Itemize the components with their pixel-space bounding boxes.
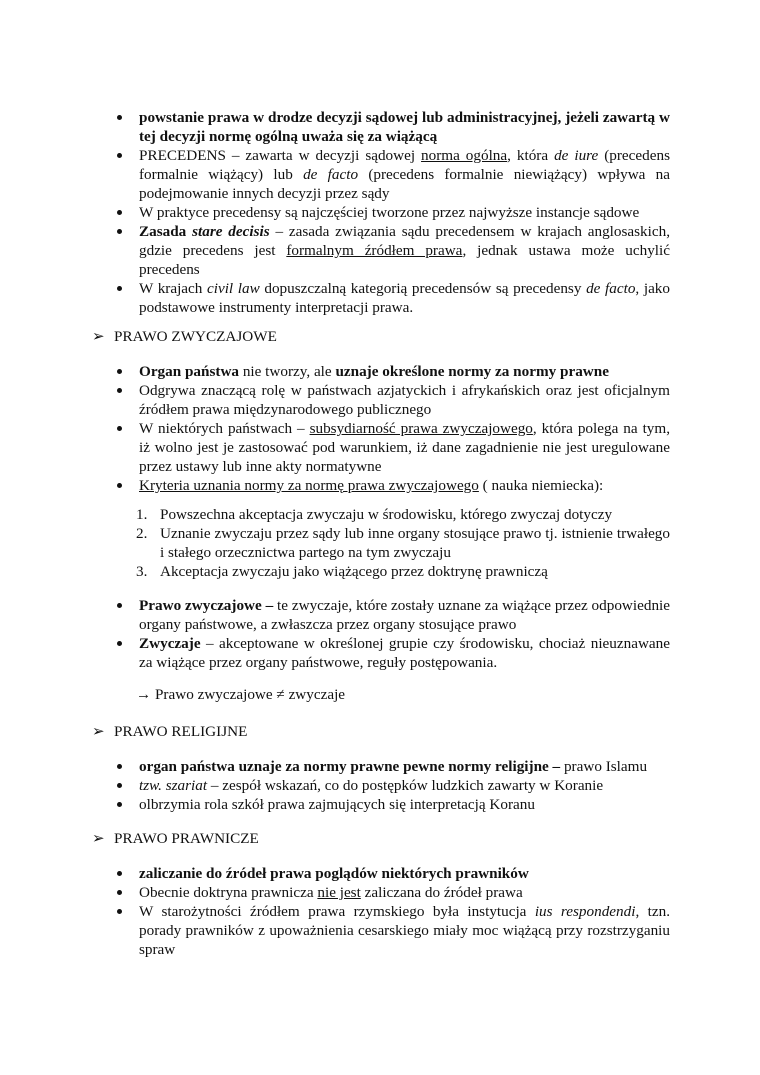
precedent-list <box>112 108 670 317</box>
list-item: Zasada stare decisis – zasada związania sądu precedensem w krajach anglosaskich, gdzie precedens jest formalnym źródłem prawa, jednak ustawa może uchylić precedens <box>112 222 670 279</box>
list-item: Odgrywa znaczącą rolę w państwach azjatyckich i afrykańskich oraz jest oficjalnym źródłem prawa międzynarodowego publicznego <box>112 381 670 419</box>
custom-vs-law-note: → Prawo zwyczajowe ≠ zwyczaje <box>136 686 346 703</box>
heading-prawo-religijne: ➢ PRAWO RELIGIJNE <box>92 723 248 740</box>
precedent-section <box>112 108 670 317</box>
list-item: Prawo zwyczajowe – te zwyczaje, które zostały uznane za wiążące przez odpowiednie organy państwowe, a zwłaszcza przez organy stosujące prawo <box>112 596 670 634</box>
list-item: organ państwa uznaje za normy prawne pewne normy religijne – prawo Islamu <box>112 757 670 776</box>
list-item: olbrzymia rola szkół prawa zajmujących się interpretacją Koranu <box>112 795 670 814</box>
criteria-list-block <box>112 505 670 581</box>
customary-law-list <box>112 362 670 495</box>
customary-law-section <box>112 362 670 495</box>
list-item: W krajach civil law dopuszczalną kategorią precedensów są precedensy de facto, jako podstawowe instrumenty interpretacji prawa. <box>112 279 670 317</box>
legal-doctrine-section <box>112 864 670 959</box>
religious-law-section <box>112 757 670 814</box>
arrow-bullet-icon: ➢ <box>92 830 105 847</box>
list-item: powstanie prawa w drodze decyzji sądowej lub administracyjnej, jeżeli zawartą w tej decyzji normę ogólną uważa się za wiążącą <box>112 108 670 146</box>
heading-prawo-zwyczajowe: ➢ PRAWO ZWYCZAJOWE <box>92 328 277 345</box>
arrow-bullet-icon: ➢ <box>92 328 105 345</box>
list-item: Organ państwa nie tworzy, ale uznaje określone normy za normy prawne <box>112 362 670 381</box>
list-item: Zwyczaje – akceptowane w określonej grupie czy środowisku, chociaż nieuznawane za wiążące przez organy państwowe, reguły postępowania. <box>112 634 670 672</box>
heading-prawo-prawnicze: ➢ PRAWO PRAWNICZE <box>92 830 259 847</box>
criteria-list <box>112 505 670 581</box>
list-item: 2. Uznanie zwyczaju przez sądy lub inne organy stosujące prawo tj. istnienie trwałego i stałego orzecznictwa partego na tym zwyczaju <box>136 525 670 561</box>
definitions-list <box>112 596 670 672</box>
list-item: zaliczanie do źródeł prawa poglądów niektórych prawników <box>112 864 670 883</box>
list-item: Kryteria uznania normy za normę prawa zwyczajowego ( nauka niemiecka): <box>112 476 670 495</box>
list-item: 3. Akceptacja zwyczaju jako wiążącego przez doktrynę prawniczą <box>136 563 548 580</box>
list-item: Obecnie doktryna prawnicza nie jest zaliczana do źródeł prawa <box>112 883 670 902</box>
arrow-bullet-icon: ➢ <box>92 723 105 740</box>
list-item: W starożytności źródłem prawa rzymskiego była instytucja ius respondendi, tzn. porady prawników z upoważnienia cesarskiego miały moc wiążącą przy rozstrzyganiu spraw <box>112 902 670 959</box>
religious-law-list <box>112 757 670 814</box>
list-item: W niektórych państwach – subsydiarność prawa zwyczajowego, która polega na tym, iż wolno jest je zastosować pod warunkiem, iż dane zagadnienie nie jest uregulowane przez ustawy lub inne akty normatywne <box>112 419 670 476</box>
definitions-block <box>112 596 670 672</box>
list-item: W praktyce precedensy są najczęściej tworzone przez najwyższe instancje sądowe <box>112 203 670 222</box>
list-item: PRECEDENS – zawarta w decyzji sądowej norma ogólna, która de iure (precedens formalnie wiążący) lub de facto (precedens formalnie niewiążący) wpływa na podejmowanie innych decyzji przez sądy <box>112 146 670 203</box>
list-item: 1. Powszechna akceptacja zwyczaju w środowisku, którego zwyczaj dotyczy <box>136 506 613 523</box>
list-item: tzw. szariat – zespół wskazań, co do postępków ludzkich zawarty w Koranie <box>112 776 670 795</box>
legal-doctrine-list <box>112 864 670 959</box>
